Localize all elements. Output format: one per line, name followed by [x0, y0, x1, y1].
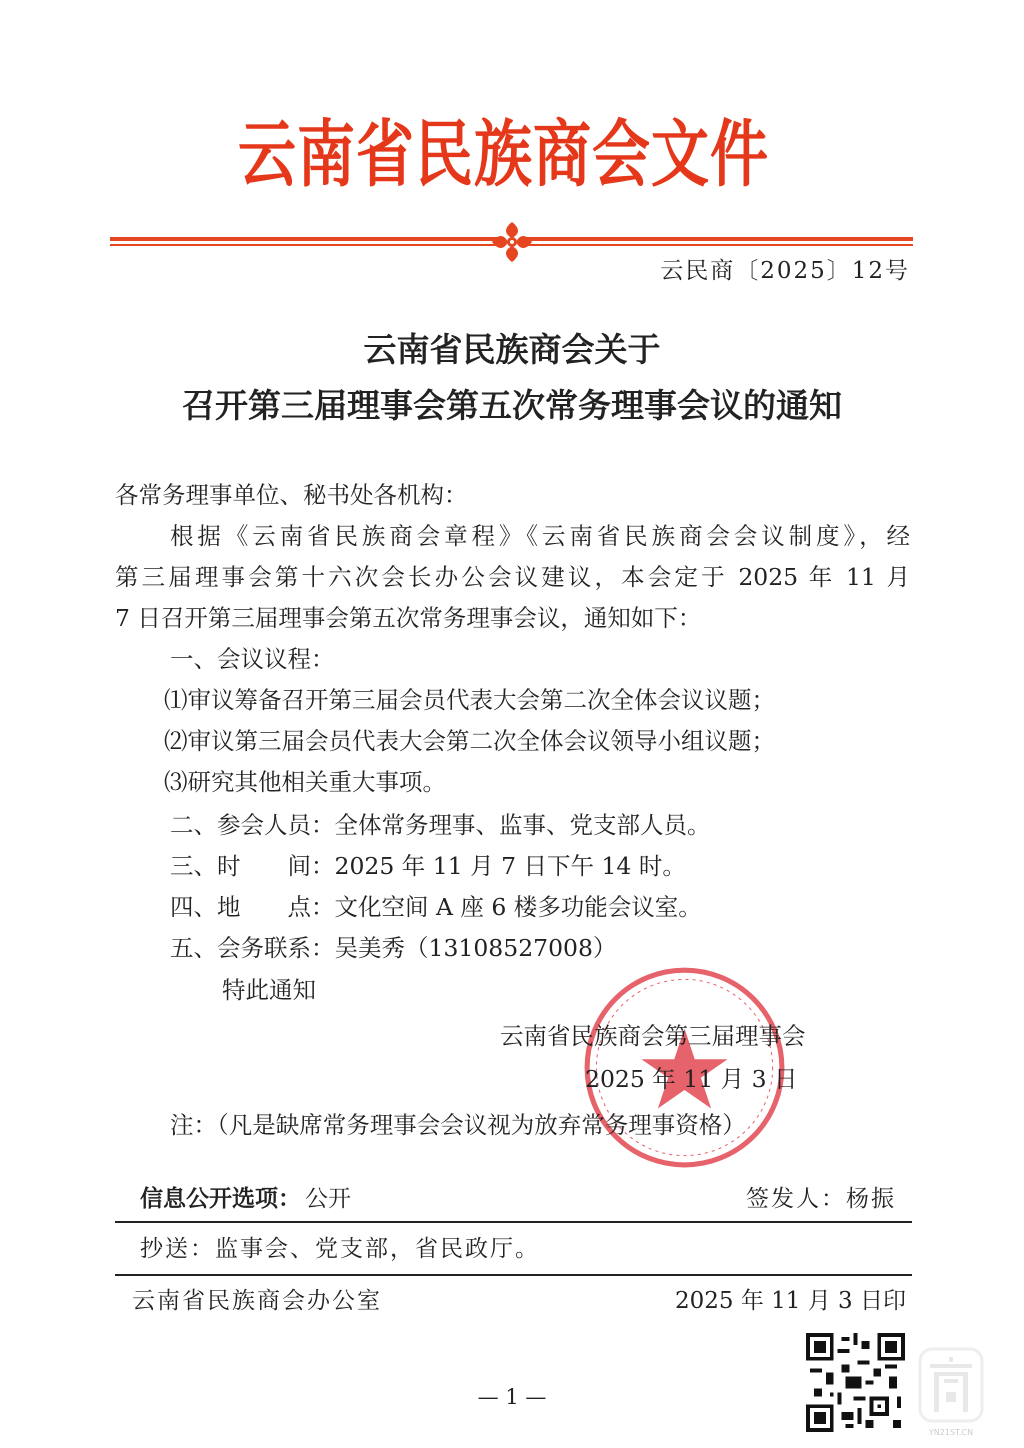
note: 注：（凡是缺席常务理事会会议视为放弃常务理事资格）: [170, 1111, 746, 1139]
paragraph-line: 第三届理事会第十六次会长办公会议建议，本会定于 2025 年 11 月: [115, 563, 910, 591]
salutation: 各常务理事单位、秘书处各机构：: [115, 481, 468, 509]
disclosure-value: 公开: [305, 1186, 351, 1212]
footer-divider: [115, 1221, 912, 1223]
qr-code-icon: [806, 1333, 905, 1432]
print-date: 2025 年 11 月 3 日印: [675, 1288, 906, 1314]
contact: 五、会务联系：吴美秀（13108527008）: [170, 934, 617, 962]
agenda-item: ⑴审议筹备召开第三届会员代表大会第二次全体会议议题；: [164, 686, 775, 714]
watermark-text: YN21ST.CN: [928, 1428, 974, 1437]
signature-organization: 云南省民族商会第三届理事会: [500, 1022, 806, 1050]
notice-title-line2: 召开第三届理事会第五次常务理事会议的通知: [182, 386, 842, 425]
issuing-office: 云南省民族商会办公室: [132, 1288, 382, 1314]
agenda-item: ⑵审议第三届会员代表大会第二次全体会议领导小组议题；: [164, 727, 775, 755]
disclosure-label: 信息公开选项：: [140, 1186, 301, 1212]
meeting-location: 四、地 点：文化空间 A 座 6 楼多功能会议室。: [170, 893, 702, 921]
ornament-icon: [490, 220, 534, 264]
cc-list: 抄送：监事会、党支部，省民政厅。: [140, 1236, 540, 1262]
org-header-title: 云南省民族商会文件: [238, 111, 768, 197]
disclosure-option: [140, 1186, 351, 1214]
page-number: — 1 —: [477, 1385, 547, 1409]
issuer: 签发人：杨振: [746, 1186, 896, 1212]
paragraph-line: 7 日召开第三届理事会第五次常务理事会议，通知如下：: [115, 604, 702, 632]
meeting-time: 三、时 间：2025 年 11 月 7 日下午 14 时。: [170, 852, 686, 880]
signature-date: 2025 年 11 月 3 日: [585, 1065, 798, 1093]
notice-title-line1: 云南省民族商会关于: [363, 330, 661, 369]
attendees: 二、参会人员：全体常务理事、监事、党支部人员。: [170, 811, 711, 839]
agenda-item: ⑶研究其他相关重大事项。: [164, 768, 446, 796]
paragraph-line: 根据《云南省民族商会章程》《云南省民族商会会议制度》，经: [170, 522, 910, 550]
footer-divider: [115, 1274, 912, 1276]
agenda-heading: 一、会议议程：: [170, 645, 335, 673]
document-number: 云民商〔2025〕12号: [660, 258, 910, 284]
closing: 特此通知: [222, 976, 316, 1004]
